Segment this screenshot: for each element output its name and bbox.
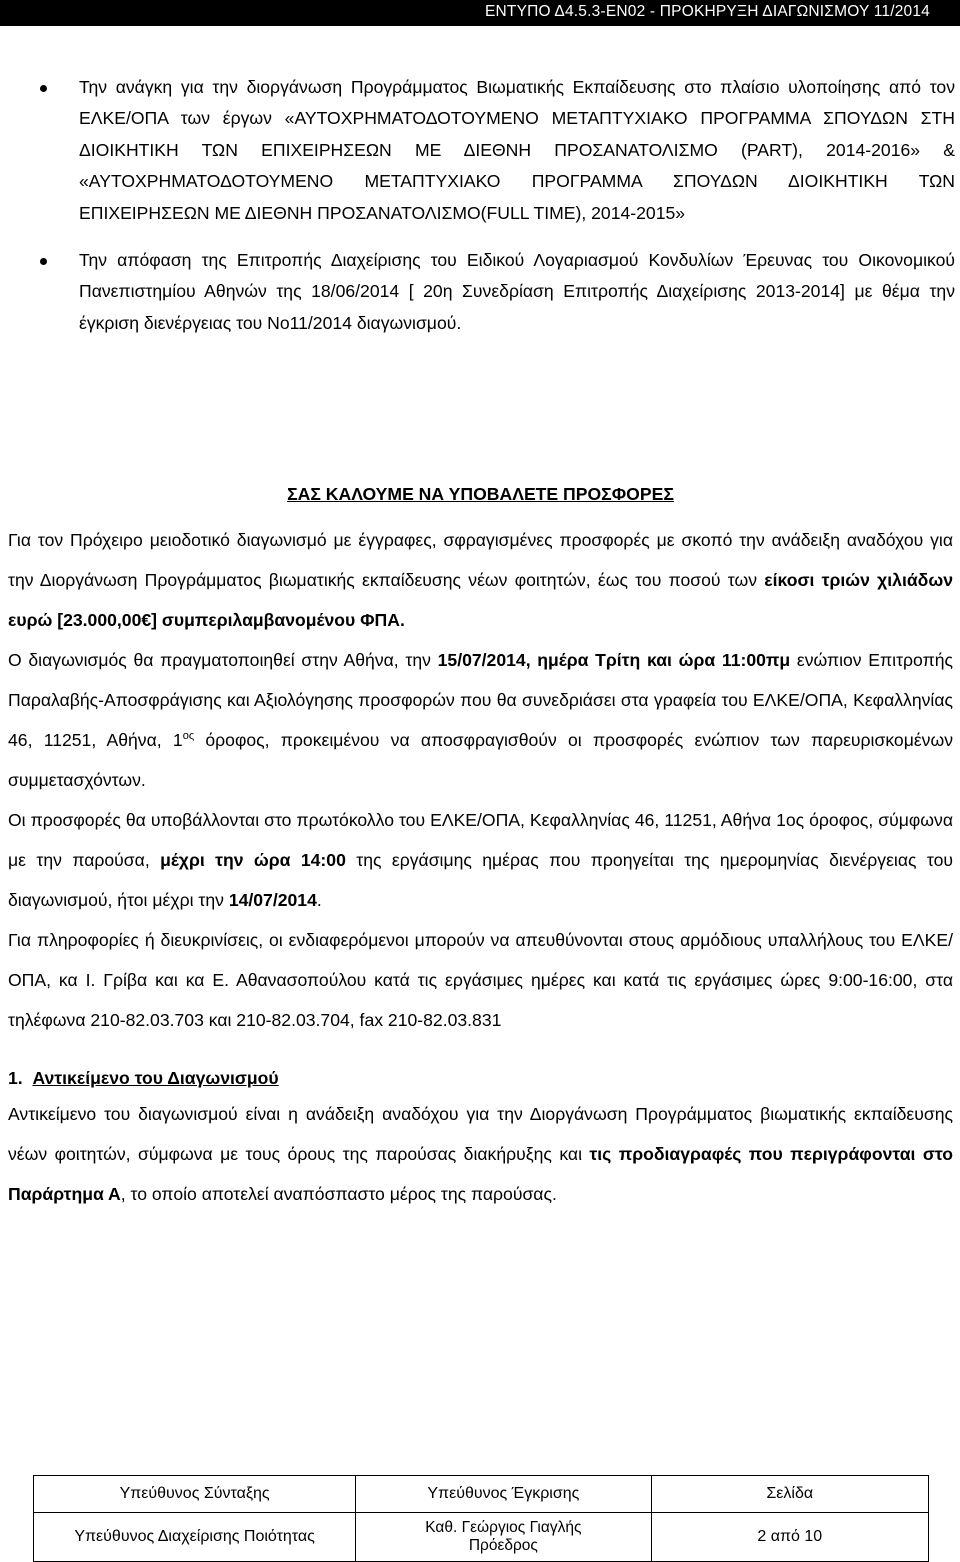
bullet-text: Την ανάγκη για την διοργάνωση Προγράμματος Βιωματικής Εκπαίδευσης στο πλαίσιο υλοποίησης από τον ΕΛΚΕ/ΟΠΑ των έργων «ΑΥΤΟΧΡΗΜΑΤΟΔΟΤΟΥΜΕΝΟ ΜΕΤΑΠΤΥΧΙΑΚΟ ΠΡΟΓΡΑΜΜΑ ΣΠΟΥΔΩΝ ΣΤΗ ΔΙΟΙΚΗΤΙΚΗ ΤΩΝ ΕΠΙΧΕΙΡΗΣΕΩΝ ΜΕ ΔΙΕΘΝΗ ΠΡΟΣΑΝΑΤΟΛΙΣΜΟ (PART), 2014-2016» & «ΑΥΤΟΧΡΗΜΑΤΟΔΟΤΟΥΜΕΝΟ ΜΕΤΑΠΤΥΧΙΑΚΟ ΠΡΟΓΡΑΜΜΑ ΣΠΟΥΔΩΝ ΔΙΟΙΚΗΤΙΚΗ ΤΩΝ ΕΠΙΧΕΙΡΗΣΕΩΝ ΜΕ ΔΙΕΘΝΗ ΠΡΟΣΑΝΑΤΟΛΙΣΜΟ(FULL TIME), 2014-2015» [79,77,955,223]
tender-amount: είκοσι τριών χιλιάδων ευρώ [23.000,00€] συμπεριλαμβανομένου ΦΠΑ. [8,570,953,630]
call-heading: ΣΑΣ ΚΑΛΟΥΜΕ ΝΑ ΥΠΟΒΑΛΕΤΕ ΠΡΟΣΦΟΡΕΣ [287,484,674,504]
section-text-1: Αντικείμενο του διαγωνισμού είναι η ανάδειξη αναδόχου για την Διοργάνωση Προγράμματος βιωματικής εκπαίδευσης νέων φοιτητών, σύμφωνα με τους όρους της παρούσας διακήρυξης και [8,1104,953,1164]
section-number: 1. [8,1068,23,1088]
bullet-icon [40,258,47,265]
submission-text-3: . [316,890,322,910]
footer-approver [356,1513,651,1562]
section-title [8,1062,953,1094]
floor-suffix: ος [182,730,195,742]
footer-value-row [34,1513,929,1562]
submission-paragraph [8,800,953,920]
footer-author-label: Υπεύθυνος Σύνταξης [34,1476,356,1513]
document-body [8,478,953,1214]
submission-time: μέχρι την ώρα 14:00 [160,850,346,870]
submission-deadline: 14/07/2014 [228,890,317,910]
footer-page-number: 2 από 10 [651,1513,928,1562]
list-item [40,72,955,229]
section-specs: τις προδιαγραφές που περιγράφονται στο Παράρτημα Α [8,1144,954,1204]
date-text-2: ενώπιον Επιτροπής Παραλαβής-Αποσφράγισης και Αξιολόγησης προσφορών που θα συνεδριάσει στα γραφεία του ΕΛΚΕ/ΟΠΑ, Κεφαλληνίας 46, 11251, Αθήνα, 1 [8,650,953,750]
bullet-list [40,72,955,355]
tender-text: Για τον Πρόχειρο μειοδοτικό διαγωνισμό με έγγραφες, σφραγισμένες προσφορές με σκοπό την ανάδειξη αναδόχου για την Διοργάνωση Προγράμματος βιωματικής εκπαίδευσης νέων φοιτητών, έως του ποσού των [8,530,953,590]
bullet-icon [40,85,47,92]
approver-name: Καθ. Γεώργιος Γιαγλής [425,1519,582,1536]
date-text-1: Ο διαγωνισμός θα πραγματοποιηθεί στην Αθήνα, την [8,650,438,670]
submission-text-2: της εργάσιμης ημέρας που προηγείται της ημερομηνίας διενέργειας του διαγωνισμού, ήτοι μέχρι την [8,850,953,910]
tender-date: 15/07/2014, ημέρα Τρίτη και ώρα 11:00πμ [437,650,791,670]
footer-header-row [34,1476,929,1513]
list-item [40,245,955,339]
footer-author: Υπεύθυνος Διαχείρισης Ποιότητας [34,1513,356,1562]
section-title-text: Αντικείμενο του Διαγωνισμού [32,1068,279,1088]
section-paragraph [8,1094,953,1214]
bullet-text: Την απόφαση της Επιτροπής Διαχείρισης του Ειδικού Λογαριασμού Κονδυλίων Έρευνας του Οικονομικού Πανεπιστημίου Αθηνών της 18/06/2014 [ 20η Συνεδρίαση Επιτροπής Διαχείρισης 2013-2014] με θέμα την έγκριση διενέργειας του Νο11/2014 διαγωνισμού. [79,250,955,333]
section-text-2: , το οποίο αποτελεί αναπόσπαστο μέρος της παρούσας. [120,1184,557,1204]
tender-paragraph [8,520,953,640]
form-code: ΕΝΤΥΠΟ Δ4.5.3-ΕΝ02 - ΠΡΟΚΗΡΥΞΗ ΔΙΑΓΩΝΙΣΜΟΥ 11/2014 [484,3,930,20]
date-text-3: όροφος, προκειμένου να αποσφραγισθούν οι προσφορές ενώπιον των παρευρισκομένων συμμετασχόντων. [8,730,953,790]
footer-table [33,1475,929,1562]
submission-text-1: Οι προσφορές θα υποβάλλονται στο πρωτόκολλο του ΕΛΚΕ/ΟΠΑ, Κεφαλληνίας 46, 11251, Αθήνα 1ος όροφος, σύμφωνα με την παρούσα, [8,810,953,870]
approver-role: Πρόεδρος [468,1537,538,1554]
contact-paragraph: Για πληροφορίες ή διευκρινίσεις, οι ενδιαφερόμενοι μπορούν να απευθύνονται στους αρμόδιους υπαλλήλους του ΕΛΚΕ/ΟΠΑ, κα Ι. Γρίβα και κα Ε. Αθανασοπούλου κατά τις εργάσιμες ημέρες και κατά τις εργάσιμες ώρες 9:00-16:00, στα τηλέφωνα 210-82.03.703 και 210-82.03.704, fax 210-82.03.831 [8,930,953,1030]
footer-approver-label: Υπεύθυνος Έγκρισης [356,1476,651,1513]
tender-date-paragraph [8,640,953,800]
header-band [0,0,960,26]
footer-page-label: Σελίδα [651,1476,928,1513]
